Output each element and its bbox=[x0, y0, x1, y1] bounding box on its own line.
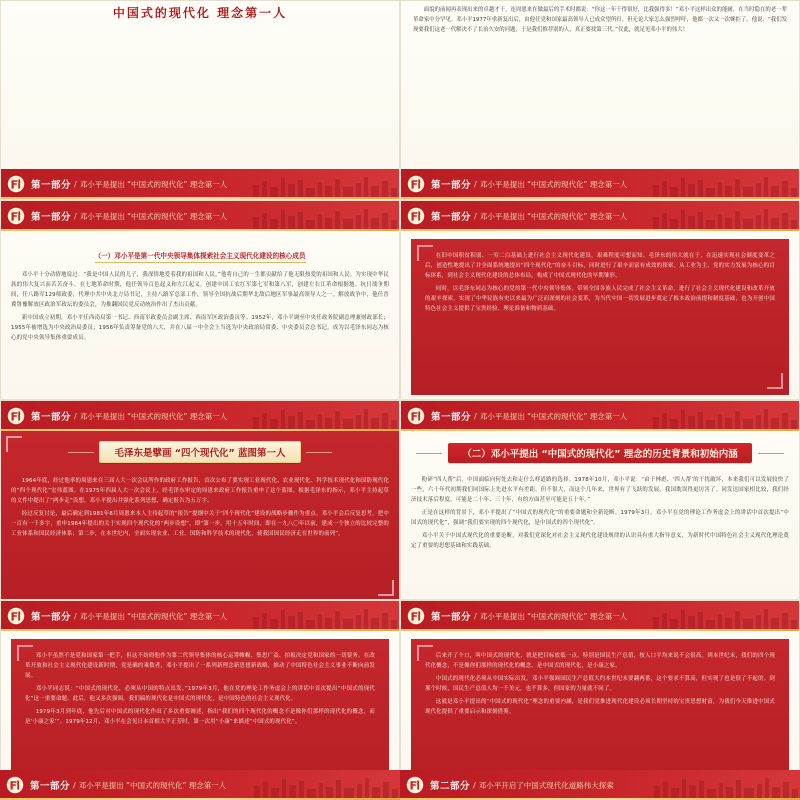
header-part-label: 第一部分 bbox=[31, 612, 72, 623]
header-separator: / bbox=[74, 179, 77, 189]
party-emblem-icon bbox=[407, 607, 425, 625]
slide-paragraph: 粉碎“四人帮”后，中国面临向何处去和走什么样道路的选择。1978年10月，邓小平说：“由于林彪、‘四人帮’的干扰破坏，本来我们可以发展较快了一些，六十年代初期我们同国际上先进水平有差距，但不很大，而这个几年来，世界有了飞跃的发展，我国耽误得更厉害了。同发达国家相比较，我们经济技术落后程度，可能是二十年、三十年，有的方面甚至可能是五十年。” bbox=[411, 477, 789, 503]
slide-body bbox=[401, 431, 799, 600]
header-separator: / bbox=[73, 780, 76, 790]
slide-paragraph: 中国式的现代化必须从中国实际出发。邓小平强调国民生产总值大约本世纪末要翻两番，这个要求不算高，但实现了也是很了不起的。到那个时候，国民生产总值人均一千美元，也不算多，但国家的力量就不同了。 bbox=[425, 676, 775, 692]
slide-paragraph: 邓小平十分动情地说过：“我是中国人民的儿子，我深情地爱着我的祖国和人民。”他将自己的一生都贡献给了他无限热爱的祖国和人民。为实现中华民族的伟大复兴而苦苦奋斗。在七地革命时期，他任领导百色起义和左江起义，创建中国工农红军第七军和第八军，创建左右江革命根据地。抗日战争期间，任八路军129师政委，代理中共中央北方局书记，主持八路军总部工作，领导全国抗战后期华北敌后地区军事最高领导人之一。解放战争中，他任晋冀鲁豫解放区政治军政坛的委员会，为推翻国民党反动统治作出了杰出贡献。 bbox=[11, 272, 389, 308]
header-separator: / bbox=[474, 611, 477, 621]
city-skyline-icon bbox=[649, 169, 799, 199]
header-subtitle: 邓小平是提出 “中国式的现代化” 理念第一人 bbox=[479, 411, 628, 421]
party-emblem-icon bbox=[7, 407, 25, 425]
header-separator: / bbox=[74, 411, 77, 421]
party-emblem-icon bbox=[407, 407, 425, 425]
slide-header-bar bbox=[401, 401, 799, 431]
header-subtitle: 邓小平是提出 “中国式的现代化” 理念第一人 bbox=[79, 179, 228, 189]
slide-body bbox=[1, 231, 399, 400]
header-gold-underline bbox=[1, 197, 399, 199]
slide-r1c2[interactable] bbox=[400, 200, 800, 400]
party-emblem-icon bbox=[407, 207, 425, 225]
slide-header-bar bbox=[1, 601, 399, 631]
header-part-label: 第一部分 bbox=[30, 781, 71, 792]
header-subtitle: 邓小平是提出 “中国式的现代化” 理念第一人 bbox=[79, 211, 228, 221]
title-flank-left bbox=[416, 453, 442, 454]
header-separator: / bbox=[474, 211, 477, 221]
slide-r2c1[interactable] bbox=[0, 400, 400, 600]
header-part-label: 第一部分 bbox=[431, 612, 472, 623]
slide-top-left[interactable] bbox=[0, 0, 400, 200]
slide-paragraph: 1979年3月到年底，他先后对中国式的现代化作出了多次重要阐述，指出“我们的四个现代化的概念不是像你们那样的现代化的概念，而是‘小康之家’”。1979年12月，邓小平在会见日本首相大平正芳时，第一次用“小康”来描述“中国式的现代化”。 bbox=[25, 709, 375, 725]
city-skyline-icon bbox=[649, 601, 799, 631]
slide-bottom-left-header[interactable] bbox=[0, 770, 400, 800]
slide-paragraph: 1964年底，经过他率的周恩来在三届人大一次会议所作的政府工作报告，首次公布了要实现工业现代化、农业现代化、科学技术现代化和国防现代化的“四个现代化”宏伟蓝图。在1975年四届人大一次会议上，经毛泽东审定的周恩来政府工作报告重申了这个蓝图。根据毛泽东的指示，邓小平主持起草的文件中提出了“两步走”设想，邓小平提出并强化系列思想，确定报告为五万字。 bbox=[11, 478, 389, 504]
header-subtitle: 邓小平是提出 “中国式的现代化” 理念第一人 bbox=[79, 611, 228, 621]
slide-r1c1[interactable] bbox=[0, 200, 400, 400]
header-subtitle: 邓小平开启了中国式现代化道路伟大探索 bbox=[478, 780, 614, 790]
city-skyline-icon bbox=[249, 169, 399, 199]
slide-header-bar bbox=[1, 169, 399, 199]
party-emblem-icon bbox=[406, 776, 424, 794]
slide-paragraph: 后来开了个口，叫中国式的现代化，就是把目标放低一点。特别是国民生产总值，按人口平均来说不会很高。到本世纪末，我们的四个现代化概念，不是像你们那样的现代化的概念，是中国式的现代化，是小康之家。 bbox=[425, 653, 775, 669]
city-skyline-icon bbox=[649, 401, 799, 431]
header-subtitle: 邓小平是提出 “中国式的现代化” 理念第一人 bbox=[479, 211, 628, 221]
title-flank-left bbox=[68, 452, 94, 453]
header-part-label: 第一部分 bbox=[31, 412, 72, 423]
slide-top-right[interactable] bbox=[400, 0, 800, 200]
slide-paragraph: 经过反复讨论，最后确定到1981年8月周恩来本人主持起草的“报告”提纲中关于“四个现代化”建设的战略步骤作为重点。邓小平会后反复思考，把中一百有一千多字，重申1964年提出的关于实现四个现代化的“两步设想”，即“第一步，用十五年时间，即在一九八〇年以前，建成一个独立的比较完整的工业体系和国民经济体系；第二步，在本世纪内，全面实现农业、工业、国防和科学技术的现代化，使我国国民经济走在世界的前列”。 bbox=[11, 511, 389, 537]
header-separator: / bbox=[74, 611, 77, 621]
city-skyline-icon bbox=[249, 601, 399, 631]
party-emblem-icon bbox=[7, 175, 25, 193]
header-subtitle: 邓小平是提出 “中国式的现代化” 理念第一人 bbox=[479, 611, 628, 621]
slide-paragraph: 邓小平虽然不是党和国家第一把手，但这不妨碍他作为第二代领导集体的核心运筹帷幄、集思广益、拍板决定党和国家的一切要务。在改革开放和社会主义现代化建设新时期，党是确的乘数者，邓小平提出了一系列新理念新思想新战略，推动了中国特色社会主义事业不断向前发展。 bbox=[25, 653, 375, 679]
party-emblem-icon bbox=[407, 175, 425, 193]
slide-paragraph: 新中国成立初期，邓小平任西南局第一书记、西南军政委员会副主席、西南军区政治委员等。1952年，邓小平调至中央任政务院副总理兼财政部长；1955年被增选为中央政治局委员；1956年负责筹备党的八大，并在八届一中全会上当选为中央政治局常委、中央委员会总书记，成为以毛泽东同志为核心的党中央领导集体重要成员。 bbox=[11, 315, 389, 341]
slide-paragraph: 这就是邓小平提出的“中国式的现代化”理念的重要内涵，是我们党推进现代化建设必须长期坚持的宝贵思想财富，为我们今天推进中国式现代化提供了重要启示和深刻借鉴。 bbox=[425, 699, 775, 715]
slide-header-bar bbox=[401, 601, 799, 631]
header-subtitle: 邓小平是提出 “中国式的现代化” 理念第一人 bbox=[79, 411, 228, 421]
slide-header-bar bbox=[1, 401, 399, 431]
header-separator: / bbox=[473, 780, 476, 790]
slide-paragraph: 邓小平同志说：“中国式的现代化，必须从中国的特点出发。”1979年3月，他在党的理论工作务虚会上的讲话中首次提出“中国式的现代化”这一重要命题。此后，他又多次强调，我们搞的现代化是中国式的现代化，是中国特色的社会主义现代化。 bbox=[25, 686, 375, 702]
slide-title-text: （二）邓小平提出 “中国式的现代化” 理念的历史背景和初始内涵 bbox=[462, 449, 738, 460]
city-skyline-icon bbox=[250, 770, 400, 800]
header-part-label: 第一部分 bbox=[431, 180, 472, 191]
title-flank-right bbox=[306, 452, 332, 453]
party-emblem-icon bbox=[7, 607, 25, 625]
slide-title bbox=[99, 441, 300, 463]
header-part-label: 第一部分 bbox=[431, 412, 472, 423]
slide-paragraph: 同时，以毛泽东同志为核心的党的第一代中央领导集体，带领全国各族人民完成了社会主义革命，进行了社会主义现代化建设和改革开放的艰辛探索，实现了中华民族有史以来最为广泛而深刻的社会变革，为当代中国一切发展进步奠定了根本政治前提和制度基础，也为开创中国特色社会主义提供了宝贵经验、理论准备和物质基础。 bbox=[425, 286, 775, 312]
city-skyline-icon bbox=[650, 770, 800, 800]
header-separator: / bbox=[74, 211, 77, 221]
slide-body bbox=[1, 431, 399, 600]
city-skyline-icon bbox=[249, 201, 399, 231]
party-emblem-icon bbox=[6, 776, 24, 794]
slide-body-text: 面貌的前闻再表现出来的卓越才干，连周恩来在做最后的手术时都说：“你这一年干得很好，比我强得多！”邓小平这样出众的能耐，在当时隐在的老一辈革命家中分罕见。邓小平1977年重新复出后，由他任党和国家最高领导人已成众望所归。但无论大家怎么强烈呼吁，他都一次又一次婉拒了。他说：“我们发现要我们这老一代解决不了长治久安的问题，于是我们推荐别的人，真正要找第三代。”仅此，就足见邓小平的伟大！ bbox=[413, 7, 787, 33]
header-separator: / bbox=[474, 411, 477, 421]
page-title: 中国式的现代化 理念第一人 bbox=[112, 5, 288, 20]
title-flank-right bbox=[758, 453, 784, 454]
city-skyline-icon bbox=[649, 201, 799, 231]
header-part-label: 第二部分 bbox=[430, 781, 471, 792]
slide-header-bar bbox=[401, 201, 799, 231]
header-subtitle: 邓小平是提出 “中国式的现代化” 理念第一人 bbox=[479, 179, 628, 189]
slide-header-bar bbox=[1, 201, 399, 231]
slide-header-bar bbox=[401, 169, 799, 199]
content-panel bbox=[411, 239, 789, 395]
header-gold-underline bbox=[401, 197, 799, 199]
slide-title-text: 毛泽东是擘画 “四个现代化” 蓝图第一人 bbox=[114, 448, 286, 459]
slide-paragraph: 正是在这样的背景下，邓小平提出了“中国式的现代化”的重要命题和全新论断。1979年3月，邓小平在党的理论工作务虚会上的讲话中首次提出“中国式的现代化”，强调“我们要实现的四个现代化，是中国式的四个现代化”。 bbox=[411, 510, 789, 526]
slide-paragraph: 邓小平关于中国式现代化的重要论断，对我们党深化对社会主义现代化建设规律的认识具有重大指导意义，为新时代中国特色社会主义现代化理论奠定了重要的思想基础和实践基础。 bbox=[411, 533, 789, 549]
party-emblem-icon bbox=[7, 207, 25, 225]
slide-title bbox=[448, 443, 752, 463]
city-skyline-icon bbox=[249, 401, 399, 431]
header-separator: / bbox=[474, 179, 477, 189]
slide-paragraph: 在旧中国积贫积弱、一穷二白基础上进行社会主义现代化建设，艰难程度可想而知。毛泽东的伟大就在于，在迅速实现社会制度变革之后，创造性地提出了并全面系统地提出“四个现代化”的奋斗目标，同时进行了艰辛而富有成效的探索。从工业为主、党的实力发展为核心的目标体系，到社会主义现代化建设的总体布局，构成了中国式现代化的早期雏形。 bbox=[425, 253, 775, 279]
slide-bottom-right-header[interactable] bbox=[400, 770, 800, 800]
slide-title: （一）邓小平是第一代中央领导集体探索社会主义现代化建设的核心成员 bbox=[95, 250, 306, 263]
header-part-label: 第一部分 bbox=[31, 212, 72, 223]
slide-r2c2[interactable] bbox=[400, 400, 800, 600]
slide-body bbox=[401, 231, 799, 400]
header-part-label: 第一部分 bbox=[431, 212, 472, 223]
header-subtitle: 邓小平是提出 “中国式的现代化” 理念第一人 bbox=[78, 780, 227, 790]
header-part-label: 第一部分 bbox=[31, 180, 72, 191]
